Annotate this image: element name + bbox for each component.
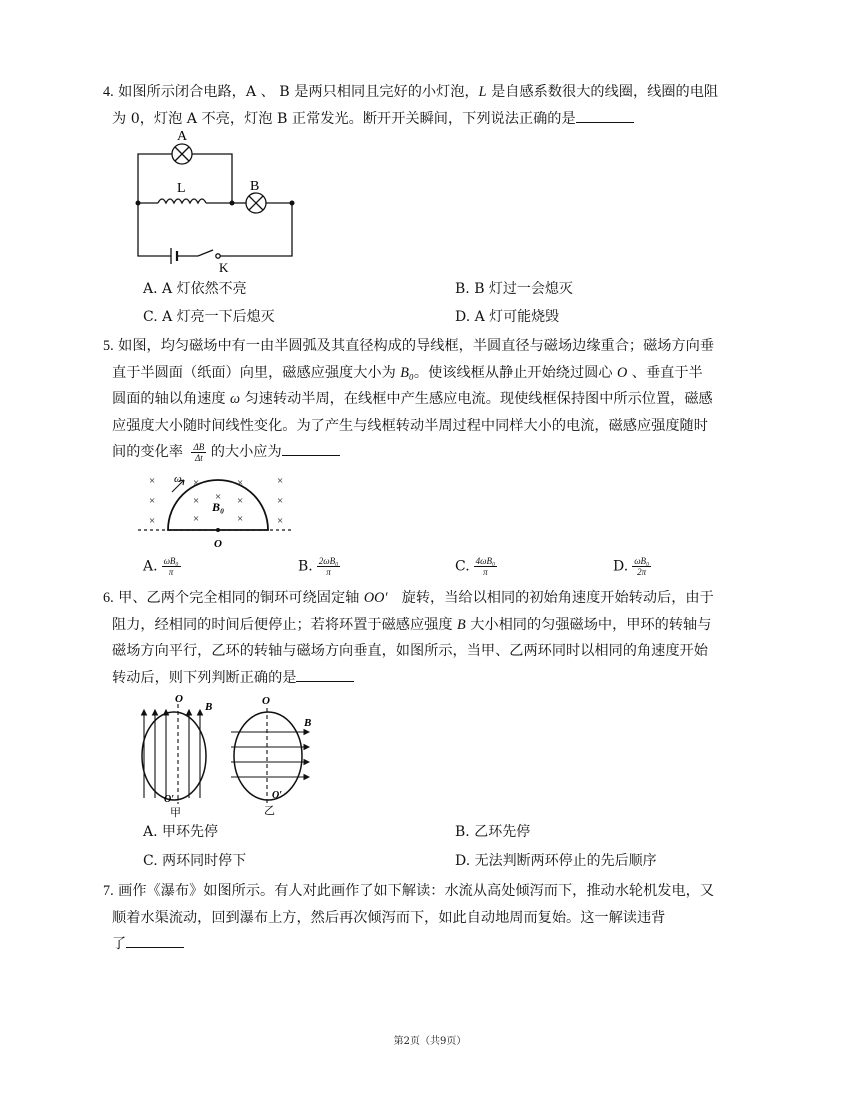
rate-fraction: $\frac{\Delta B}{\Delta t}$ xyxy=(193,441,205,463)
q6-rings-diagram xyxy=(134,690,324,820)
field-mark-8: × xyxy=(193,495,200,507)
label-k: K xyxy=(219,260,229,274)
field-mark-0: × xyxy=(149,475,156,487)
field-mark-2: × xyxy=(149,515,156,527)
q5-semicircle-diagram xyxy=(136,466,296,552)
label-b: B xyxy=(250,179,260,194)
label-a: A xyxy=(177,129,188,144)
question-7-line-2: 顺着水渠流动，回到瀑布上方，然后再次倾泻而下，如此自动地周而复始。这一解读违背 xyxy=(112,909,666,926)
q6-option-b: B. 乙环先停 xyxy=(455,824,531,840)
label-l: L xyxy=(177,181,186,196)
q6-option-a: A. 甲环先停 xyxy=(143,824,219,840)
q4-circuit-diagram xyxy=(128,126,308,274)
label-omega: ω xyxy=(174,473,182,485)
field-mark-11: × xyxy=(237,513,244,525)
q4-option-d: D. A 灯可能烧毁 xyxy=(455,309,560,325)
question-7-line-1: 7. 画作《瀑布》如图所示。有人对此画作了如下解读：水流从高处倾泻而下，推动水轮机发电，又 xyxy=(103,883,715,899)
field-mark-7: × xyxy=(277,515,284,527)
question-6 xyxy=(103,585,762,691)
field-mark-6: × xyxy=(277,495,284,507)
field-mark-12: × xyxy=(215,491,222,503)
q4-option-c: C. A 灯亮一下后熄灭 xyxy=(143,309,275,325)
question-5-line-4: 应强度大小随时间线性变化。为了产生与线框转动半周过程中同样大小的电流，磁感应强度随时 xyxy=(112,417,708,434)
q5-option-b: B. $\frac{\text{2ωB₀}}{\pi}$ xyxy=(298,556,339,577)
q5-option-c: C. $\frac{\text{4ωB₀}}{\pi}$ xyxy=(455,556,496,577)
answer-blank xyxy=(576,107,634,123)
question-7-line-3: 了 xyxy=(112,931,762,958)
field-mark-10: × xyxy=(193,513,200,525)
field-mark-3: × xyxy=(193,477,200,489)
label-b0: B₀ xyxy=(212,500,225,514)
question-6-line-4: 转动后，则下列判断正确的是 xyxy=(112,665,762,692)
page-footer: 第2页（共9页） xyxy=(393,1036,467,1047)
question-5-line-1: 5. 如图，均匀磁场中有一由半圆弧及其直径构成的导线框，半圆直径与磁场边缘重合；磁场方向垂 xyxy=(103,338,715,354)
label-b-jia: B xyxy=(205,701,213,713)
q5-option-a: A. $\frac{\text{ωB₀}}{\pi}$ xyxy=(143,556,179,577)
question-6-line-3: 磁场方向平行，乙环的转轴与磁场方向垂直，如图所示，当甲、乙两环同时以相同的角速度开始 xyxy=(112,643,708,659)
label-o: O xyxy=(214,538,222,550)
field-mark-5: × xyxy=(277,475,284,487)
label-yi: 乙 xyxy=(264,805,275,817)
question-6-line-2: 阻力，经相同的时间后便停止；若将环置于磁感应强度 B 大小相同的匀强磁场中，甲环的转轴与 xyxy=(112,616,712,633)
question-5-line-3: 圆面的轴以角速度 ω 匀速转动半周，在线框中产生感应电流。现使线框保持图中所示位置，磁感 xyxy=(112,391,713,407)
label-o-jia: O xyxy=(175,693,183,705)
field-mark-4: × xyxy=(237,477,244,489)
q4-option-a: A. A 灯依然不亮 xyxy=(143,281,247,297)
question-6-line-1: 6. 甲、乙两个完全相同的铜环可绕固定轴 OO′ 旋转，当给以相同的初始角速度开始转动后，由于 xyxy=(103,590,714,606)
question-4-line-1: 4. 如图所示闭合电路，A 、 B 是两只相同且完好的小灯泡，L 是自感系数很大的线圈，线圈的电阻 xyxy=(103,84,719,100)
question-4 xyxy=(103,79,762,132)
label-jia: 甲 xyxy=(170,807,181,819)
label-o-prime-yi: O′ xyxy=(272,790,283,801)
answer-blank xyxy=(282,440,340,456)
q6-option-c: C. 两环同时停下 xyxy=(143,853,247,869)
field-mark-9: × xyxy=(237,495,244,507)
label-o-yi: O xyxy=(262,695,270,707)
question-4-line-2: 为 0，灯泡 A 不亮，灯泡 B 正常发光。断开开关瞬间，下列说法正确的是 xyxy=(112,106,762,133)
question-7 xyxy=(103,878,762,958)
question-5-line-5: 间的变化率 $\frac{\Delta B}{\Delta t}$ 的大小应为 xyxy=(112,439,762,466)
label-b-yi: B xyxy=(304,717,312,729)
answer-blank xyxy=(126,932,184,948)
answer-blank xyxy=(296,666,354,682)
q4-option-b: B. B 灯过一会熄灭 xyxy=(455,281,573,297)
q5-option-d: D. $\frac{\text{ωB₀}}{2\pi}$ xyxy=(613,556,650,577)
label-o-prime-jia: O′ xyxy=(164,794,175,805)
question-5 xyxy=(103,333,762,466)
field-mark-1: × xyxy=(149,495,156,507)
question-5-line-2: 直于半圆面（纸面）向里，磁感应强度大小为 B₀。使该线框从静止开始绕过圆心 O 、垂直于半 xyxy=(112,364,703,381)
q6-option-d: D. 无法判断两环停止的先后顺序 xyxy=(455,853,657,869)
